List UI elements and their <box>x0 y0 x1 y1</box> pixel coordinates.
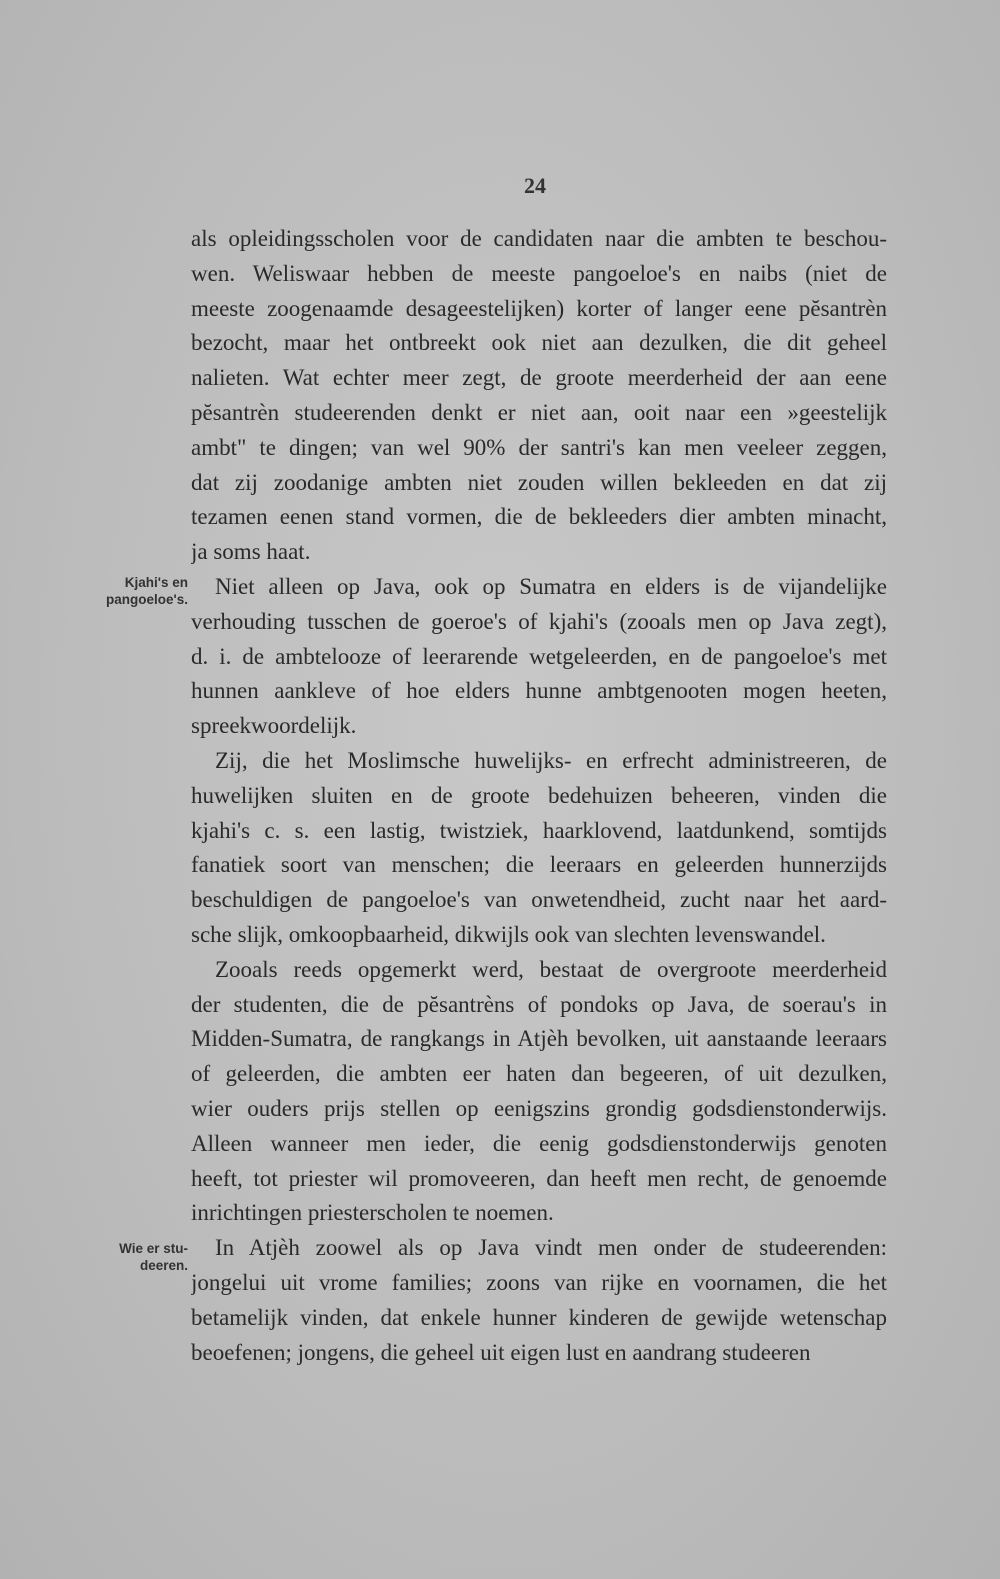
text-line: kjahi's c. s. een lastig, twistziek, haarklovend, laatdunkend, somtijds <box>191 817 887 843</box>
text-line: d. i. de ambtelooze of leerarende wetgeleerden, en de pangoeloe's met <box>191 643 887 669</box>
text-line: ja soms haat. <box>191 539 311 565</box>
text-line: tezamen eenen stand vormen, die de bekleeders dier ambten minacht, <box>191 504 887 530</box>
text-line: of geleerden, die ambten eer haten dan begeeren, of uit dezulken, <box>191 1061 887 1087</box>
text-line: meeste zoogenaamde desageestelijken) korter of langer eene pĕsantrèn <box>191 295 887 321</box>
paragraph <box>191 1231 887 1370</box>
text-line: Niet alleen op Java, ook op Sumatra en elders is de vijandelijke <box>215 573 887 599</box>
text-line: hunnen aankleve of hoe elders hunne ambtgenooten mogen heeten, <box>191 678 887 704</box>
text-line: ambt" te dingen; van wel 90% der santri's kan men veeleer zeggen, <box>191 434 887 460</box>
text-line: fanatiek soort van menschen; die leeraars en geleerden hunnerzijds <box>191 852 887 878</box>
margin-note-line: deeren. <box>139 1258 188 1273</box>
text-line: inrichtingen priesterscholen te noemen. <box>191 1200 554 1226</box>
text-line: Midden-Sumatra, de rangkangs in Atjèh bevolken, uit aanstaande leeraars <box>191 1026 887 1052</box>
text-line: beoefenen; jongens, die geheel uit eigen lust en aandrang studeeren <box>191 1339 811 1365</box>
paragraph <box>191 953 887 1231</box>
text-line: wier ouders prijs stellen op eenigszins grondig godsdienstonderwijs. <box>191 1095 887 1121</box>
page-number: 24 <box>524 173 546 198</box>
text-line: der studenten, die de pĕsantrèns of pondoks op Java, de soerau's in <box>191 991 887 1017</box>
margin-note-kjahis <box>74 574 188 608</box>
paragraph <box>191 570 887 744</box>
text-line: Alleen wanneer men ieder, die eenig godsdienstonderwijs genoten <box>191 1130 887 1156</box>
margin-note-line: Wie er stu- <box>119 1241 188 1256</box>
text-line: huwelijken sluiten en de groote bedehuizen beheeren, vinden die <box>191 782 887 808</box>
paragraph <box>191 222 887 570</box>
text-line: wen. Weliswaar hebben de meeste pangoeloe's en naibs (niet de <box>191 260 887 286</box>
margin-note-line: Kjahi's en <box>124 575 188 590</box>
text-line: betamelijk vinden, dat enkele hunner kinderen de gewijde wetenschap <box>191 1304 887 1330</box>
text-line: heeft, tot priester wil promoveeren, dan heeft men recht, de genoemde <box>191 1165 887 1191</box>
text-line: In Atjèh zoowel als op Java vindt men onder de studeerenden: <box>215 1235 887 1261</box>
text-line: sche slijk, omkoopbaarheid, dikwijls ook van slechten levenswandel. <box>191 921 826 947</box>
text-line: dat zij zoodanige ambten niet zouden willen bekleeden en dat zij <box>191 469 887 495</box>
text-line: spreekwoordelijk. <box>191 713 357 739</box>
text-line: als opleidingsscholen voor de candidaten naar die ambten te beschou- <box>191 226 887 251</box>
text-line: jongelui uit vrome families; zoons van rijke en voornamen, die het <box>191 1269 887 1295</box>
text-line: pĕsantrèn studeerenden denkt er niet aan, ooit naar een »geestelijk <box>191 399 887 425</box>
text-line: bezocht, maar het ontbreekt ook niet aan dezulken, die dit geheel <box>191 330 887 356</box>
margin-note-wie-er-studeeren <box>74 1240 188 1274</box>
text-line: Zij, die het Moslimsche huwelijks- en erfrecht administreeren, de <box>215 747 887 773</box>
body-text <box>191 222 887 1370</box>
text-line: nalieten. Wat echter meer zegt, de groote meerderheid der aan eene <box>191 365 887 391</box>
text-line: beschuldigen de pangoeloe's van onwetendheid, zucht naar het aard- <box>191 887 887 913</box>
paragraph <box>191 744 887 953</box>
margin-note-line: pangoeloe's. <box>106 592 188 607</box>
text-line: Zooals reeds opgemerkt werd, bestaat de overgroote meerderheid <box>215 956 887 982</box>
text-line: verhouding tusschen de goeroe's of kjahi's (zooals men op Java zegt), <box>191 608 887 634</box>
